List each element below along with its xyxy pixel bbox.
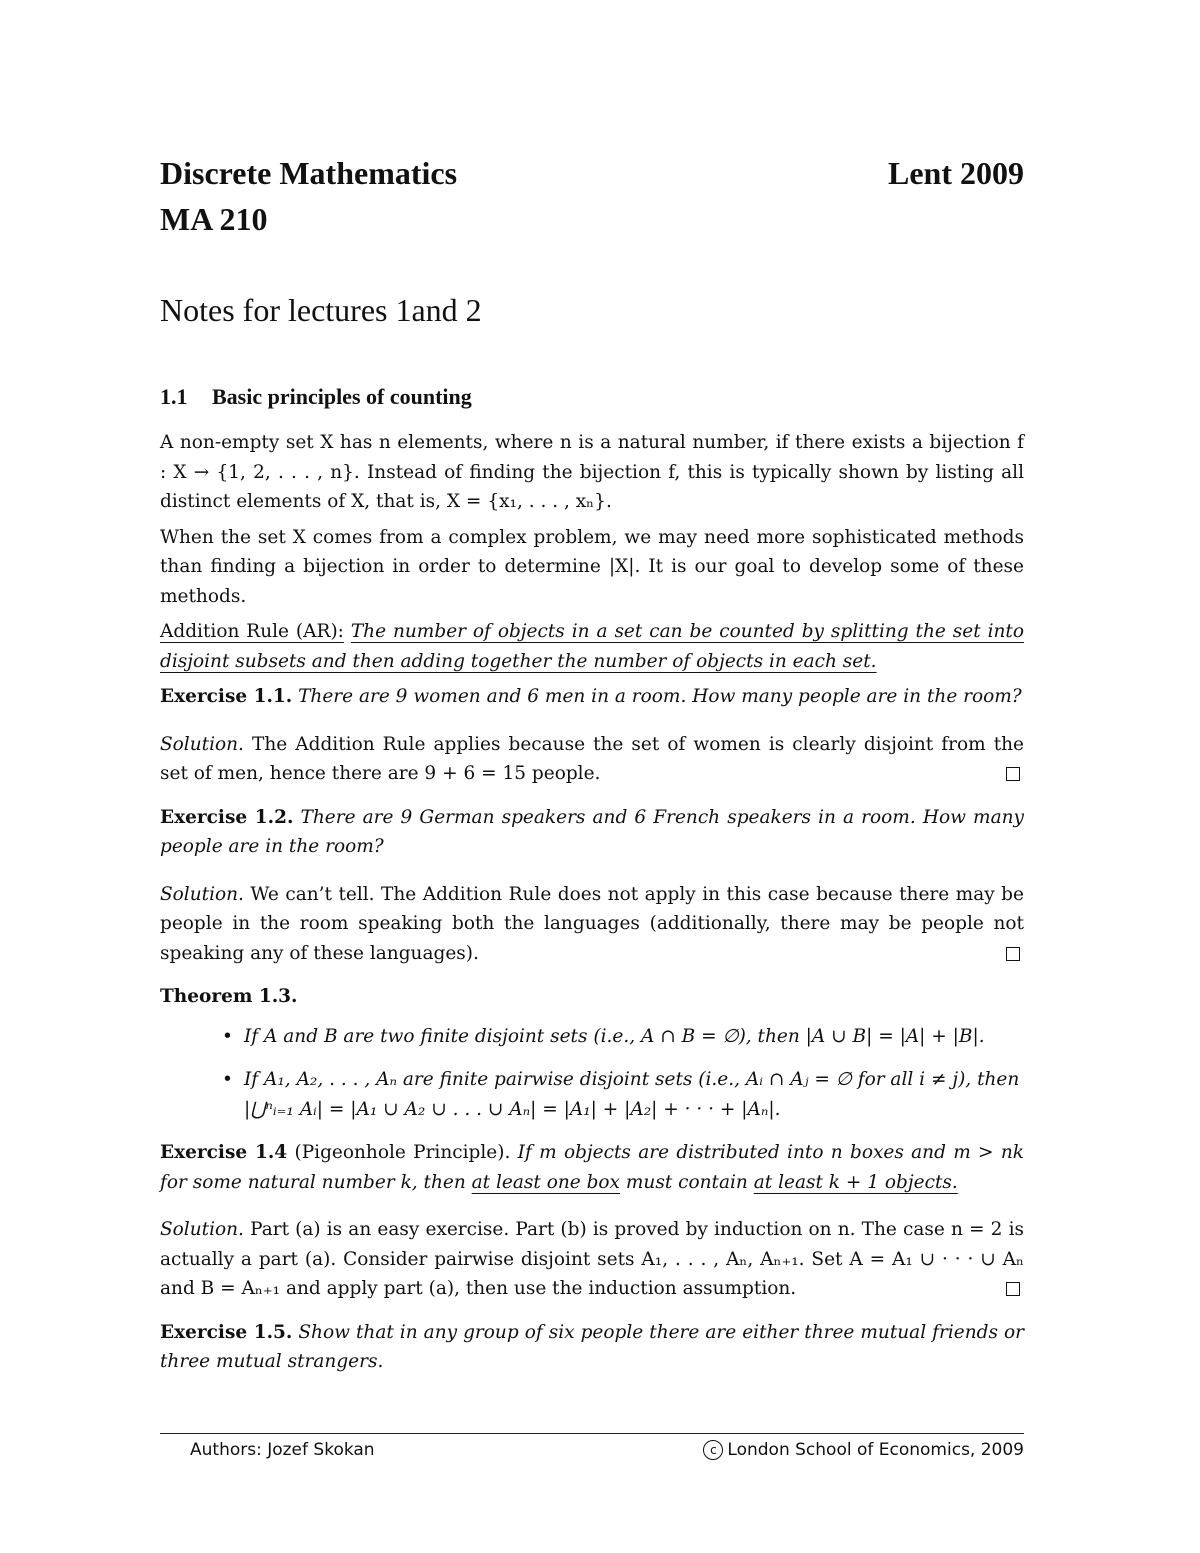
qed-square-icon bbox=[1006, 1282, 1020, 1296]
term-label: Lent 2009 bbox=[888, 155, 1024, 191]
exercise-paren: (Pigeonhole Principle). bbox=[294, 1142, 511, 1163]
footer-copyright bbox=[703, 1438, 1024, 1462]
solution-1-4 bbox=[160, 1215, 1024, 1304]
page-footer bbox=[190, 1438, 1024, 1462]
solution-label: Solution. bbox=[160, 733, 244, 755]
paragraph-motivation: When the set X comes from a complex problem, we may need more sophisticated methods than finding a bijection in order to determine |X|. It is our goal to develop some of these methods. bbox=[160, 526, 1024, 607]
exercise-1-1 bbox=[160, 682, 1024, 712]
qed-square-icon bbox=[1006, 947, 1020, 961]
copyright-icon: c bbox=[703, 1440, 723, 1460]
exercise-underline-2: at least k + 1 objects. bbox=[753, 1171, 958, 1193]
section-heading bbox=[160, 382, 1024, 412]
footer-divider bbox=[160, 1433, 1024, 1434]
exercise-text: Show that in any group of six people there are either three mutual friends or three mutual strangers. bbox=[160, 1321, 1024, 1372]
exercise-1-4 bbox=[160, 1138, 1024, 1197]
solution-label: Solution. bbox=[160, 1219, 244, 1240]
list-item: • If A₁, A₂, . . . , Aₙ are finite pairwise disjoint sets (i.e., Aᵢ ∩ Aⱼ = ∅ for all i ≠ j), then |⋃ⁿᵢ₌₁ Aᵢ| = |A₁ ∪ A₂ ∪ . . . ∪ Aₙ| = |A₁| + |A₂| + · · · + |Aₙ|. bbox=[244, 1065, 1024, 1124]
document-title: Discrete Mathematics bbox=[160, 155, 458, 191]
document-subtitle: Notes for lectures 1and 2 bbox=[160, 292, 482, 328]
footer-copyright-text: London School of Economics, 2009 bbox=[727, 1440, 1024, 1460]
exercise-text: There are 9 women and 6 men in a room. How many people are in the room? bbox=[298, 686, 1022, 707]
exercise-label: Exercise 1.4 bbox=[160, 1142, 288, 1163]
solution-1-1 bbox=[160, 730, 1024, 789]
exercise-text: There are 9 German speakers and 6 French speakers in a room. How many people are in the room? bbox=[160, 806, 1024, 857]
exercise-label: Exercise 1.5. bbox=[160, 1321, 293, 1343]
addition-rule-label: Addition Rule (AR): bbox=[160, 621, 344, 642]
section-number: 1.1 bbox=[160, 384, 188, 409]
solution-text: We can’t tell. The Addition Rule does not apply in this case because there may be people in the room speaking both the languages (additionally, there may be people not speaking any of these languages). bbox=[160, 883, 1024, 964]
solution-text: Part (a) is an easy exercise. Part (b) is proved by induction on n. The case n = 2 is actually a part (a). Consider pairwise disjoint sets A₁, . . . , Aₙ, Aₙ₊₁. Set A = A₁ ∪ · · · ∪ Aₙ and B = Aₙ₊₁ and apply part (a), then use the induction assumption. bbox=[160, 1219, 1024, 1299]
section-title: Basic principles of counting bbox=[212, 384, 472, 409]
exercise-text-a: If m objects are distributed into n boxes and m > nk for some natural number k, then bbox=[160, 1142, 1024, 1193]
qed-square-icon bbox=[1006, 767, 1020, 781]
solution-text: The Addition Rule applies because the set of women is clearly disjoint from the set of men, hence there are 9 + 6 = 15 people. bbox=[160, 733, 1024, 784]
exercise-underline-1: at least one box bbox=[471, 1171, 620, 1193]
addition-rule-text: The number of objects in a set can be counted by splitting the set into disjoint subsets and then adding together the number of objects in each set. bbox=[160, 621, 1024, 672]
list-item: • If A and B are two finite disjoint sets (i.e., A ∩ B = ∅), then |A ∪ B| = |A| + |B|. bbox=[244, 1022, 1024, 1052]
exercise-label: Exercise 1.2. bbox=[160, 806, 294, 828]
addition-rule bbox=[160, 617, 1024, 676]
course-code: MA 210 bbox=[160, 201, 268, 237]
solution-1-2 bbox=[160, 880, 1024, 969]
exercise-label: Exercise 1.1. bbox=[160, 686, 293, 707]
theorem-list bbox=[160, 1022, 1024, 1125]
exercise-1-2 bbox=[160, 803, 1024, 862]
solution-label: Solution. bbox=[160, 883, 244, 905]
title-row bbox=[160, 150, 1024, 196]
paragraph-definition: A non-empty set X has n elements, where n is a natural number, if there exists a bijection f : X → {1, 2, . . . , n}. Instead of finding the bijection f, this is typically shown by listing all distinct elements of X, that is, X = {x₁, . . . , xₙ}. bbox=[160, 432, 1024, 512]
theorem-label: Theorem 1.3. bbox=[160, 986, 298, 1007]
footer-authors: Authors: Jozef Skokan bbox=[190, 1440, 375, 1460]
page-content bbox=[160, 150, 1024, 1377]
exercise-1-5 bbox=[160, 1318, 1024, 1377]
exercise-text-b: must contain bbox=[625, 1171, 748, 1193]
